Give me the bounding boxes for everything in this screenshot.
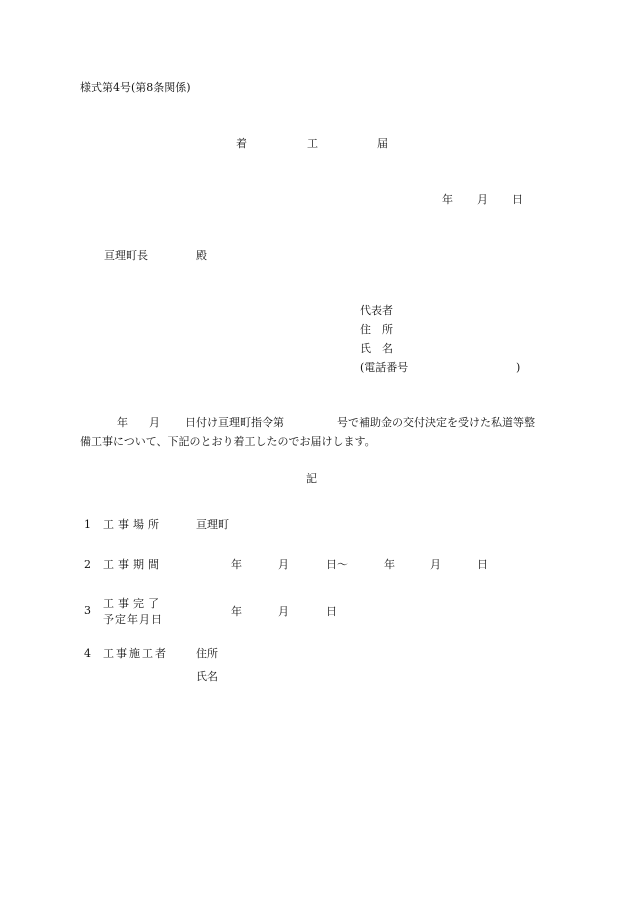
item3-label-line2: 予定年月日	[103, 613, 163, 626]
date-year-label: 年	[442, 193, 453, 206]
item1-number: 1	[84, 518, 91, 531]
item4-label: 工事施工者	[103, 647, 168, 660]
item3-month: 月	[278, 605, 289, 618]
item4-name-label: 氏名	[196, 670, 218, 683]
ki-heading: 記	[306, 472, 317, 485]
item3-number: 3	[84, 604, 91, 617]
applicant-representative-label: 代表者	[360, 304, 393, 317]
item2-number: 2	[84, 558, 91, 571]
item2-end-day: 日	[477, 558, 488, 571]
item2-end-year: 年	[384, 558, 395, 571]
item1-value: 亘理町	[196, 518, 229, 531]
body-text-end: 号で補助金の交付決定を受けた私道等整	[337, 416, 535, 429]
body-text-mid: 日付け亘理町指令第	[185, 416, 284, 429]
date-day-label: 日	[512, 193, 523, 206]
item2-start-month: 月	[278, 558, 289, 571]
item3-year: 年	[231, 605, 242, 618]
applicant-address-label: 住 所	[360, 323, 393, 336]
item4-address-label: 住所	[196, 647, 218, 660]
item4-number: 4	[84, 647, 91, 660]
item3-day: 日	[326, 605, 337, 618]
body-text-line2: 備工事について、下記のとおり着工したのでお届けします。	[80, 435, 376, 448]
addressee-name: 亘理町長	[104, 249, 148, 262]
body-year: 年	[117, 416, 128, 429]
applicant-name-label: 氏 名	[360, 342, 393, 355]
item2-start-year: 年	[231, 558, 242, 571]
item3-label-line1: 工事完了	[103, 597, 163, 610]
applicant-phone-label: (電話番号	[360, 361, 409, 374]
document-title-char-3: 届	[377, 137, 388, 150]
item2-start-day: 日～	[326, 558, 348, 571]
item2-label: 工事期間	[103, 558, 163, 571]
form-number-label: 様式第4号(第8条関係)	[80, 81, 191, 94]
applicant-phone-close: )	[516, 361, 521, 374]
addressee-honorific: 殿	[196, 249, 207, 262]
document-title-char-1: 着	[236, 137, 247, 150]
item1-label: 工事場所	[103, 518, 163, 531]
date-month-label: 月	[477, 193, 488, 206]
document-title-char-2: 工	[307, 137, 318, 150]
item2-end-month: 月	[430, 558, 441, 571]
body-month: 月	[149, 416, 160, 429]
